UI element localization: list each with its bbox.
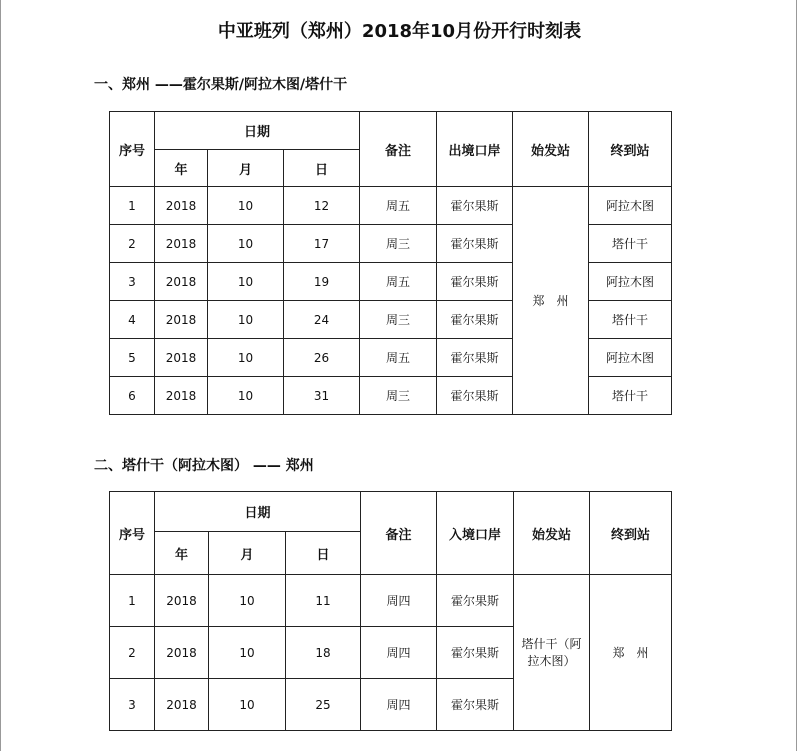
cell-note: 周四 xyxy=(361,627,437,679)
cell-note: 周五 xyxy=(360,339,437,377)
cell-year: 2018 xyxy=(155,377,208,415)
cell-day: 31 xyxy=(284,377,360,415)
cell-port: 霍尔果斯 xyxy=(437,575,514,627)
inbound-schedule-table xyxy=(109,491,672,731)
cell-seq: 1 xyxy=(110,575,155,627)
cell-day: 18 xyxy=(286,627,361,679)
cell-note: 周五 xyxy=(360,263,437,301)
header-month: 月 xyxy=(208,150,284,187)
section1-heading: 一、郑州 ——霍尔果斯/阿拉木图/塔什干 xyxy=(94,77,348,93)
cell-day: 26 xyxy=(284,339,360,377)
header-note: 备注 xyxy=(361,492,437,575)
cell-day: 17 xyxy=(284,225,360,263)
cell-port: 霍尔果斯 xyxy=(437,187,513,225)
cell-dest: 塔什干 xyxy=(589,377,672,415)
cell-origin: 郑 州 xyxy=(513,187,589,415)
cell-month: 10 xyxy=(208,339,284,377)
cell-year: 2018 xyxy=(155,339,208,377)
cell-seq: 4 xyxy=(110,301,155,339)
cell-dest: 阿拉木图 xyxy=(589,263,672,301)
origin-text: 塔什干（阿拉木图） xyxy=(521,636,582,668)
cell-year: 2018 xyxy=(155,627,209,679)
cell-port: 霍尔果斯 xyxy=(437,679,514,731)
section2-heading: 二、塔什干（阿拉木图） —— 郑州 xyxy=(94,458,314,474)
cell-month: 10 xyxy=(209,575,286,627)
cell-day: 11 xyxy=(286,575,361,627)
cell-day: 24 xyxy=(284,301,360,339)
cell-port: 霍尔果斯 xyxy=(437,301,513,339)
cell-note: 周五 xyxy=(360,187,437,225)
cell-dest: 阿拉木图 xyxy=(589,339,672,377)
cell-port: 霍尔果斯 xyxy=(437,627,514,679)
cell-day: 25 xyxy=(286,679,361,731)
cell-year: 2018 xyxy=(155,301,208,339)
header-day: 日 xyxy=(286,532,361,575)
page-title: 中亚班列（郑州）2018年10月份开行时刻表 xyxy=(217,21,582,42)
header-dest: 终到站 xyxy=(590,492,672,575)
header-port: 出境口岸 xyxy=(437,112,513,187)
cell-port: 霍尔果斯 xyxy=(437,225,513,263)
outbound-schedule-table xyxy=(109,111,672,415)
cell-seq: 3 xyxy=(110,679,155,731)
cell-year: 2018 xyxy=(155,263,208,301)
cell-dest: 塔什干 xyxy=(589,225,672,263)
cell-port: 霍尔果斯 xyxy=(437,263,513,301)
cell-year: 2018 xyxy=(155,575,209,627)
cell-dest: 阿拉木图 xyxy=(589,187,672,225)
cell-month: 10 xyxy=(208,187,284,225)
cell-seq: 6 xyxy=(110,377,155,415)
cell-seq: 2 xyxy=(110,225,155,263)
cell-port: 霍尔果斯 xyxy=(437,377,513,415)
header-date: 日期 xyxy=(155,112,360,150)
cell-dest: 郑 州 xyxy=(590,575,672,731)
cell-seq: 1 xyxy=(110,187,155,225)
cell-month: 10 xyxy=(208,377,284,415)
cell-seq: 5 xyxy=(110,339,155,377)
cell-month: 10 xyxy=(208,301,284,339)
header-day: 日 xyxy=(284,150,360,187)
cell-year: 2018 xyxy=(155,187,208,225)
cell-seq: 3 xyxy=(110,263,155,301)
cell-month: 10 xyxy=(208,225,284,263)
table-row xyxy=(110,575,672,627)
header-seq: 序号 xyxy=(110,492,155,575)
cell-note: 周三 xyxy=(360,225,437,263)
cell-month: 10 xyxy=(209,627,286,679)
header-origin: 始发站 xyxy=(514,492,590,575)
cell-origin xyxy=(514,575,590,731)
cell-year: 2018 xyxy=(155,225,208,263)
cell-note: 周四 xyxy=(361,575,437,627)
header-year: 年 xyxy=(155,532,209,575)
cell-dest: 塔什干 xyxy=(589,301,672,339)
table-row xyxy=(110,187,672,225)
header-year: 年 xyxy=(155,150,208,187)
cell-month: 10 xyxy=(209,679,286,731)
header-date: 日期 xyxy=(155,492,361,532)
cell-day: 12 xyxy=(284,187,360,225)
header-dest: 终到站 xyxy=(589,112,672,187)
header-origin: 始发站 xyxy=(513,112,589,187)
header-month: 月 xyxy=(209,532,286,575)
cell-seq: 2 xyxy=(110,627,155,679)
cell-note: 周三 xyxy=(360,301,437,339)
header-note: 备注 xyxy=(360,112,437,187)
cell-note: 周四 xyxy=(361,679,437,731)
cell-note: 周三 xyxy=(360,377,437,415)
cell-month: 10 xyxy=(208,263,284,301)
header-port: 入境口岸 xyxy=(437,492,514,575)
header-seq: 序号 xyxy=(110,112,155,187)
cell-day: 19 xyxy=(284,263,360,301)
cell-year: 2018 xyxy=(155,679,209,731)
cell-port: 霍尔果斯 xyxy=(437,339,513,377)
